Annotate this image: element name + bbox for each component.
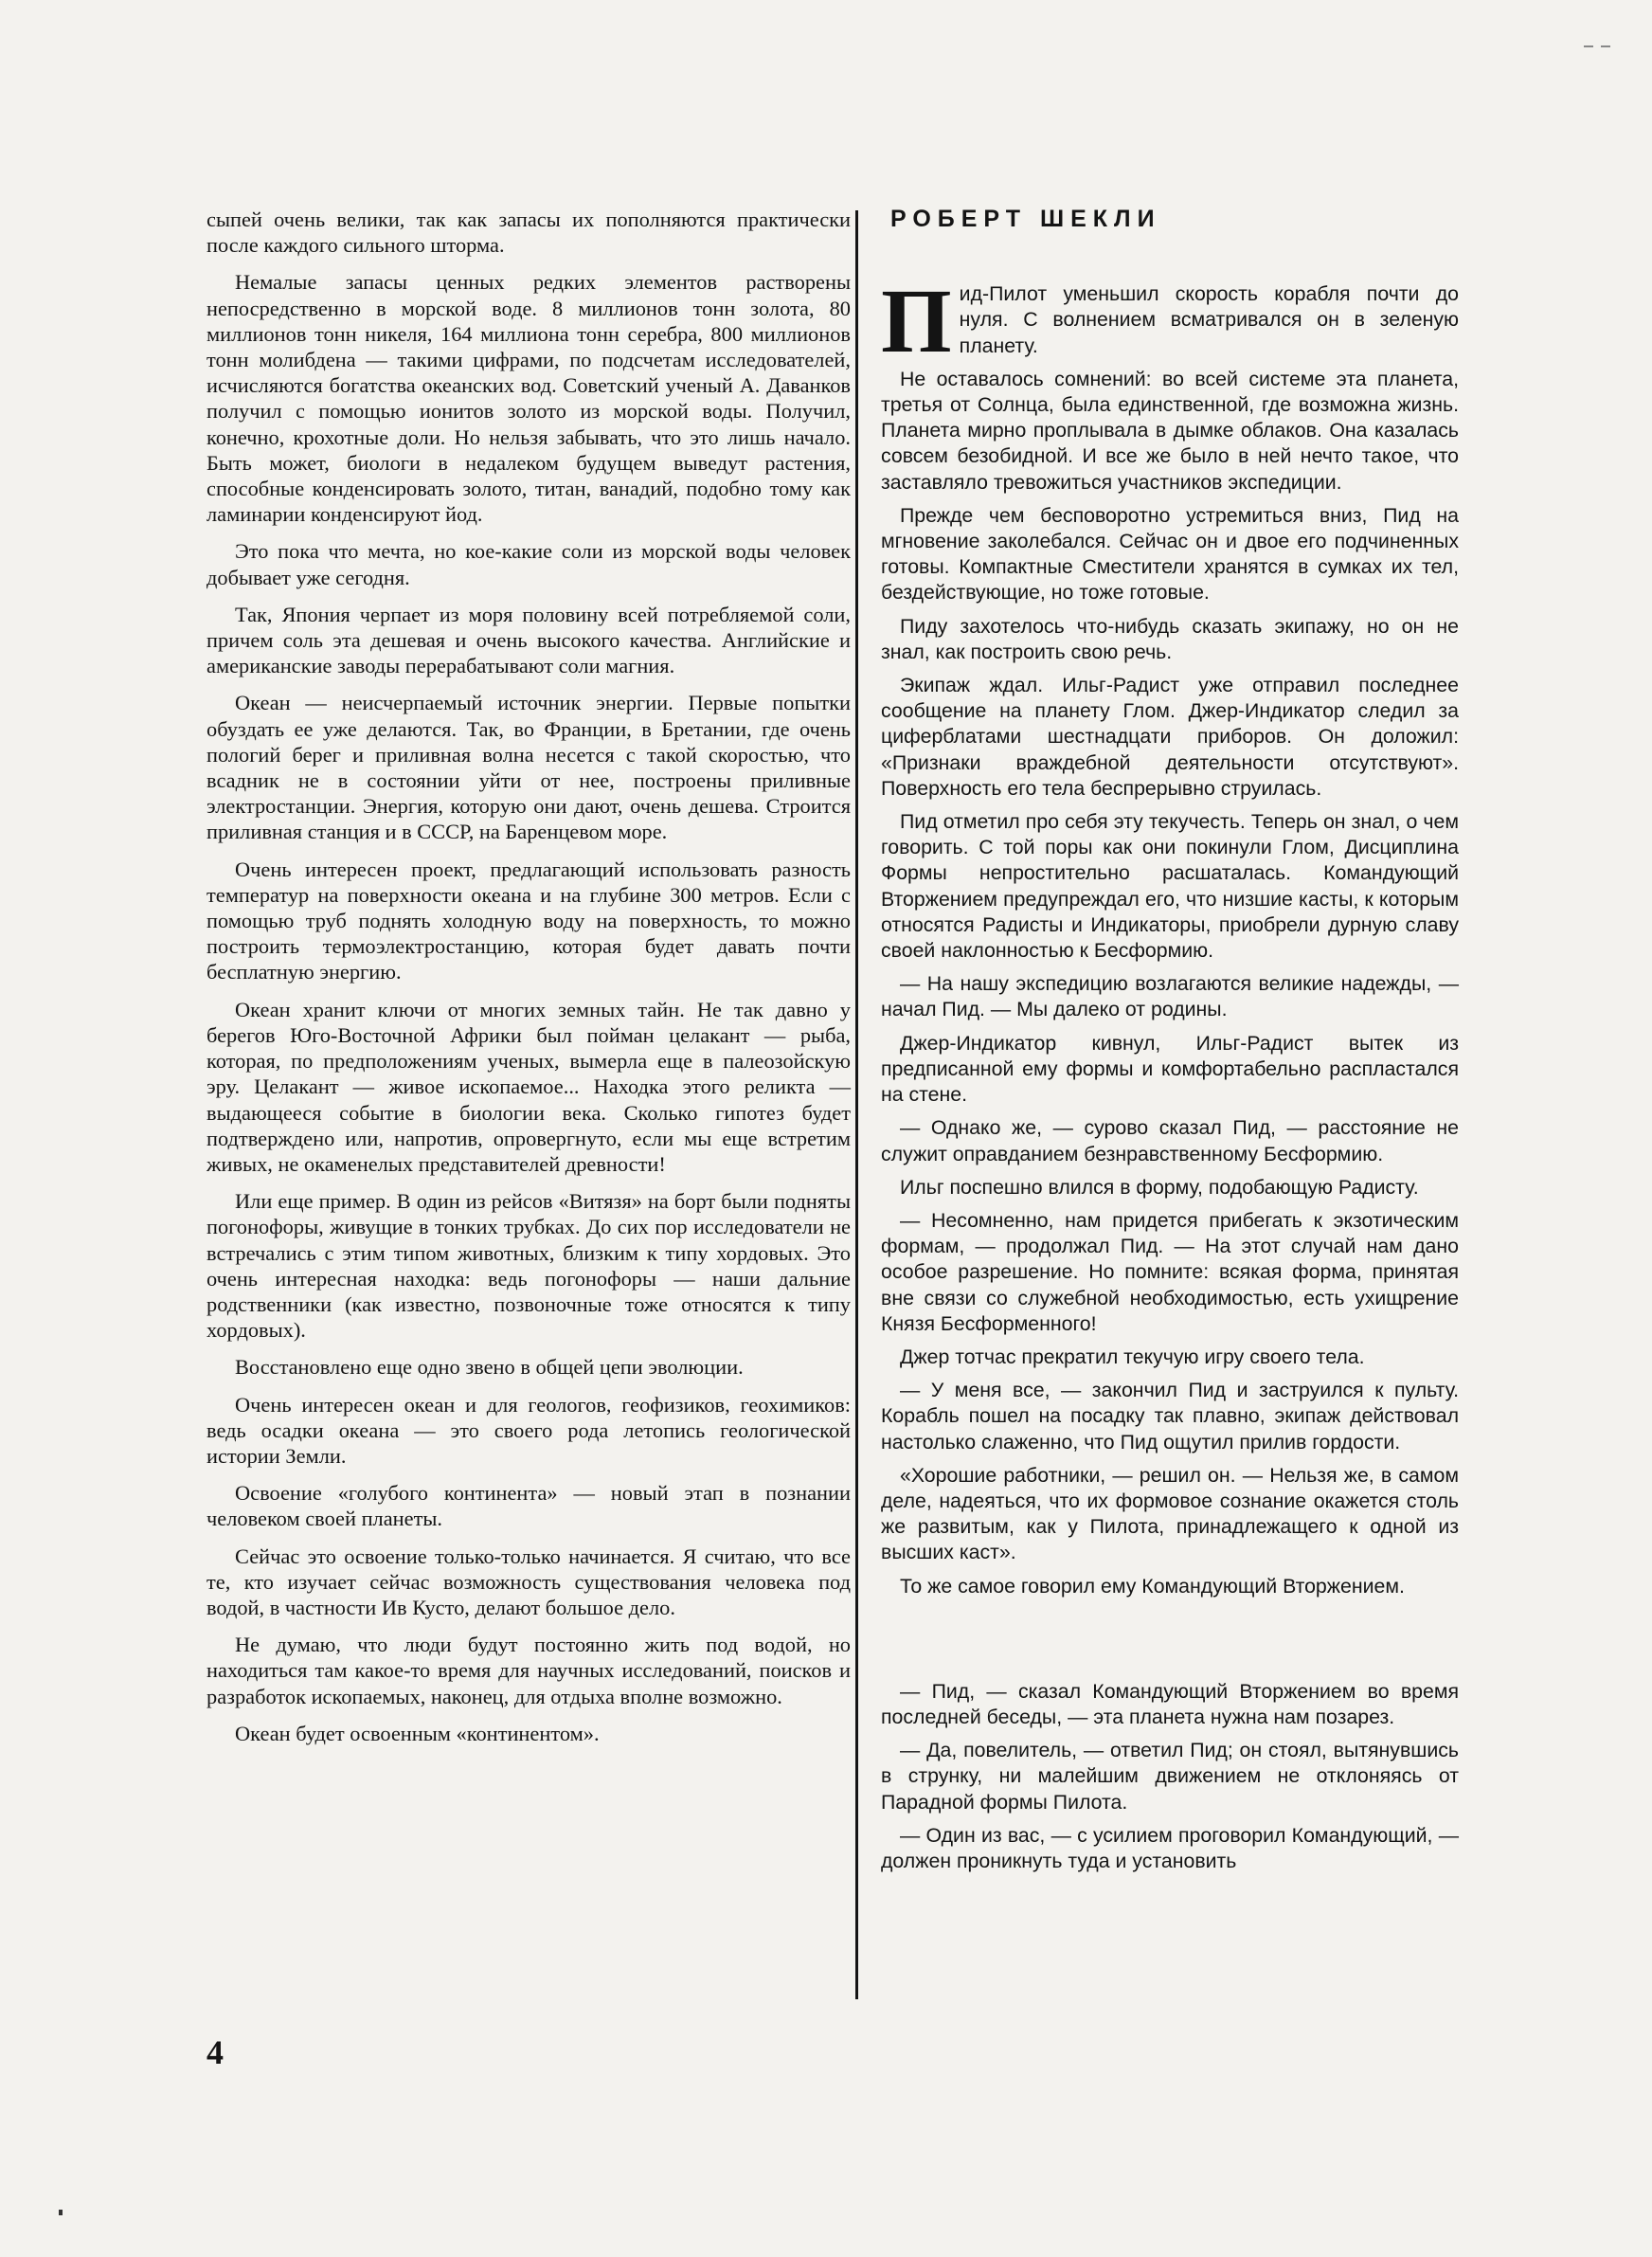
article-paragraph: Восстановлено еще одно звено в общей цепи эволюции. — [235, 1355, 744, 1380]
left-article-column — [206, 207, 851, 1758]
right-story-column — [881, 207, 1459, 1882]
story-paragraph: Ильг поспешно влился в форму, подобающую Радисту. — [900, 1175, 1419, 1199]
print-speck — [59, 2210, 63, 2215]
story-paragraph: Не оставалось сомнений: во всей системе эта планета, третья от Солнца, была единственной, где возможна жизнь. Планета мирно проплывала в дымке облаков. Она казалась совсем безобидной. И все же было в ней нечто такое, что заставляло тревожиться участников экспедиции. — [881, 367, 1459, 494]
story-paragraph: То же самое говорил ему Командующий Вторжением. — [900, 1574, 1405, 1598]
story-paragraph: — Один из вас, — с усилием проговорил Командующий, — должен проникнуть туда и установить — [881, 1823, 1459, 1872]
print-speck — [1601, 45, 1610, 47]
page-number: 4 — [206, 2033, 224, 2071]
story-paragraph: Прежде чем бесповоротно устремиться вниз, Пид на мгновение заколебался. Сейчас он и двое его подчиненных готовы. Компактные Сместители хранятся в сумках их тел, бездействующие, но тоже готовые. — [881, 503, 1459, 605]
drop-cap: П — [881, 270, 952, 372]
story-paragraph: — Да, повелитель, — ответил Пид; он стоял, вытянувшись в струнку, ни малейшим движением не отклоняясь от Парадной формы Пилота. — [881, 1739, 1459, 1814]
article-paragraph: Или еще пример. В один из рейсов «Витязя» на борт были подняты погонофоры, живущие в тонких трубках. До сих пор исследователи не встречались с этим типом животных, близким к типу хордовых. Это очень интересная находка: ведь погонофоры — наши дальние родственники (как известно, позвоночные тоже относятся к типу хордовых). — [206, 1189, 851, 1343]
lead-text: ид-Пилот уменьшил скорость корабля почти до нуля. С волнением всматривался он в зеленую планету. — [959, 282, 1459, 357]
story-paragraph: Джер-Индикатор кивнул, Ильг-Радист вытек из предписанной ему формы и комфортабельно распластался на стене. — [881, 1031, 1459, 1107]
story-paragraph: «Хорошие работники, — решил он. — Нельзя же, в самом деле, надеяться, что их формовое сознание окажется столь же развитым, как у Пилота, принадлежащего к одной из высших каст». — [881, 1463, 1459, 1564]
article-paragraph: Немалые запасы ценных редких элементов растворены непосредственно в морской воде. 8 миллионов тонн золота, 80 миллионов тонн никеля, 164 миллиона тонн серебра, 800 миллионов тонн молибдена — такими цифрами, по подсчетам исследователей, исчисляются богатства океанских вод. Советский ученый А. Даванков получил с помощью ионитов золото из морской воды. Получил, конечно, крохотные доли. Но нельзя забывать, что это лишь начало. Быть может, биологи в недалеком будущем выведут растения, способные конденсировать золото, титан, ванадий, подобно тому как ламинарии конденсируют йод. — [206, 270, 851, 527]
story-paragraph: — Пид, — сказал Командующий Вторжением во время последней беседы, — эта планета нужна нам позарез. — [881, 1679, 1459, 1728]
story-paragraph: — Однако же, — сурово сказал Пид, — расстояние не служит оправданием безнравственному Бесформию. — [881, 1116, 1459, 1165]
article-paragraph: Океан будет освоенным «континентом». — [235, 1721, 600, 1745]
article-paragraph: Это пока что мечта, но кое-какие соли из морской воды человек добывает уже сегодня. — [206, 539, 851, 589]
article-paragraph: Так, Япония черпает из моря половину всей потребляемой соли, причем соль эта дешевая и очень высокого качества. Английские и американские заводы перерабатывают соли магния. — [206, 602, 851, 678]
article-paragraph: Очень интересен океан и для геологов, геофизиков, геохимиков: ведь осадки океана — это своего рода летопись геологической истории Земли. — [206, 1392, 851, 1468]
story-paragraph: — На нашу экспедицию возлагаются великие надежды, — начал Пид. — Мы далеко от родины. — [881, 972, 1459, 1021]
story-paragraph: — Несомненно, нам придется прибегать к экзотическим формам, — продолжал Пид. — На этот случай нам дано особое разрешение. Но помните: всякая форма, принятая вне связи со служебной необходимостью, есть ухищрение Князя Бесформенного! — [881, 1208, 1459, 1335]
story-lead-paragraph — [881, 270, 1459, 372]
story-paragraph: Пиду захотелось что-нибудь сказать экипажу, но он не знал, как построить свою речь. — [881, 614, 1459, 663]
story-paragraph: Пид отметил про себя эту текучесть. Теперь он знал, о чем говорить. С той поры как они покинули Глом, Дисциплина Формы непростительно расшаталась. Командующий Вторжением предупреждал его, что низшие касты, к которым относятся Радисты и Индикаторы, приобрели дурную славу своей наклонностью к Бесформию. — [881, 810, 1459, 963]
article-paragraph: Не думаю, что люди будут постоянно жить под водой, но находиться там какое-то время для научных исследований, поисков и разработок ископаемых, наконец, для отдыха вполне возможно. — [206, 1633, 851, 1708]
print-speck — [1584, 45, 1593, 47]
story-paragraph: Джер тотчас прекратил текучую игру своего тела. — [900, 1345, 1365, 1368]
article-paragraph: Сейчас это освоение только-только начинается. Я считаю, что все те, кто изучает сейчас возможность существования человека под водой, в частности Ив Кусто, делают большое дело. — [206, 1544, 851, 1619]
article-paragraph: сыпей очень велики, так как запасы их пополняются практически после каждого сильного шторма. — [206, 208, 851, 258]
article-paragraph: Очень интересен проект, предлагающий использовать разность температур на поверхности океана и на глубине 300 метров. Если с помощью труб поднять холодную воду на поверхность, то можно построить термоэлектростанцию, которая будет давать почти бесплатную энергию. — [206, 857, 851, 984]
author-heading: РОБЕРТ ШЕКЛИ — [890, 206, 1161, 232]
article-paragraph: Освоение «голубого континента» — новый этап в познании человеком своей планеты. — [206, 1481, 851, 1531]
article-paragraph: Океан — неисчерпаемый источник энергии. Первые попытки обуздать ее уже делаются. Так, во Франции, в Бретании, где очень пологий берег и приливная волна несется с такой скоростью, что всадник не в состоянии уйти от нее, построены приливные электростанции. Энергия, которую они дают, очень дешева. Строится приливная станция и в СССР, на Баренцевом море. — [206, 691, 851, 844]
story-paragraph: Экипаж ждал. Ильг-Радист уже отправил последнее сообщение на планету Глом. Джер-Индикатор следил за циферблатами шестнадцати приборов. Он доложил: «Признаки враждебной деятельности отсутствуют». Поверхность его тела беспрерывно струилась. — [881, 674, 1459, 800]
article-paragraph: Океан хранит ключи от многих земных тайн. Не так давно у берегов Юго-Восточной Африки был пойман целакант — рыба, которая, по предположениям ученых, вымерла еще в палеозойскую эру. Целакант — живое ископаемое... Находка этого реликта — выдающееся событие в биологии века. Сколько гипотез будет подтверждено или, напротив, опровергнуто, если мы еще встретим живых, не окаменелых представителей древности! — [206, 997, 851, 1176]
story-paragraph: — У меня все, — закончил Пид и заструился к пульту. Корабль пошел на посадку так плавно, экипаж действовал настолько слаженно, что Пид ощутил прилив гордости. — [881, 1379, 1459, 1454]
section-break — [881, 1607, 1459, 1679]
column-divider-rule — [855, 210, 858, 1999]
